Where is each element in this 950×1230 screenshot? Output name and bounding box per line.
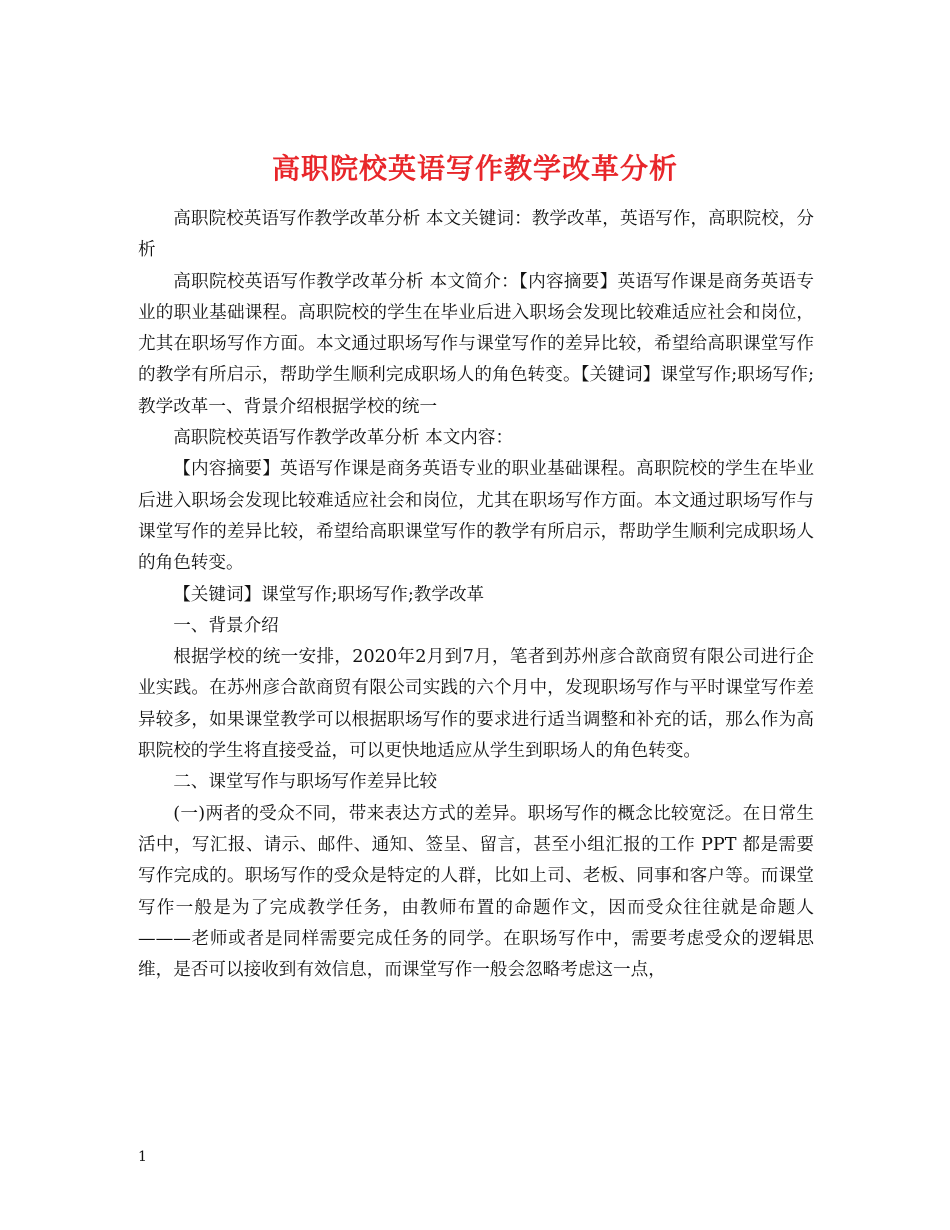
paragraph-abstract: 【内容摘要】英语写作课是商务英语专业的职业基础课程。高职院校的学生在毕业后进入职场会发现比较难适应社会和岗位，尤其在职场写作方面。本文通过职场写作与课堂写作的差异比较，希望给高职课堂写作的教学有所启示，帮助学生顺利完成职场人的角色转变。 [138, 459, 814, 574]
paragraph-content-heading: 高职院校英语写作教学改革分析 本文内容： [173, 428, 514, 449]
document-title: 高职院校英语写作教学改革分析 [271, 151, 678, 185]
section-heading-comparison: 二、课堂写作与职场写作差异比较 [173, 772, 438, 793]
section-heading-background: 一、背景介绍 [173, 615, 279, 636]
paragraph-audience-difference: (一)两者的受众不同，带来表达方式的差异。职场写作的概念比较宽泛。在日常生活中，写汇报、请示、邮件、通知、签呈、留言，甚至小组汇报的工作 PPT 都是需要写作完成的。职场写作的受众是特定的人群，比如上司、老板、同事和客户等。而课堂写作一般是为了完成教学任务，由教师布置的命题作文，因而受众往往就是命题人———老师或者是同样需要完成任务的同学。在职场写作中，需要考虑受众的逻辑思维，是否可以接收到有效信息，而课堂写作一般会忽略考虑这一点， [138, 803, 814, 981]
paragraph-keywords: 高职院校英语写作教学改革分析 本文关键词：教学改革，英语写作，高职院校，分析 [138, 209, 814, 261]
paragraph-key-terms: 【关键词】课堂写作;职场写作;教学改革 [173, 584, 485, 605]
paragraph-summary: 高职院校英语写作教学改革分析 本文简介：【内容摘要】英语写作课是商务英语专业的职业基础课程。高职院校的学生在毕业后进入职场会发现比较难适应社会和岗位，尤其在职场写作方面。本文通过职场写作与课堂写作的差异比较，希望给高职课堂写作的教学有所启示，帮助学生顺利完成职场人的角色转变。【关键词】课堂写作;职场写作;教学改革一、背景介绍根据学校的统一 [138, 271, 814, 417]
page-number: 1 [138, 1149, 147, 1165]
document-body [138, 204, 814, 986]
paragraph-background: 根据学校的统一安排，2020年2月到7月，笔者到苏州彦合歆商贸有限公司进行企业实践。在苏州彦合歆商贸有限公司实践的六个月中，发现职场写作与平时课堂写作差异较多，如果课堂教学可以根据职场写作的要求进行适当调整和补充的话，那么作为高职院校的学生将直接受益，可以更快地适应从学生到职场人的角色转变。 [138, 647, 814, 762]
